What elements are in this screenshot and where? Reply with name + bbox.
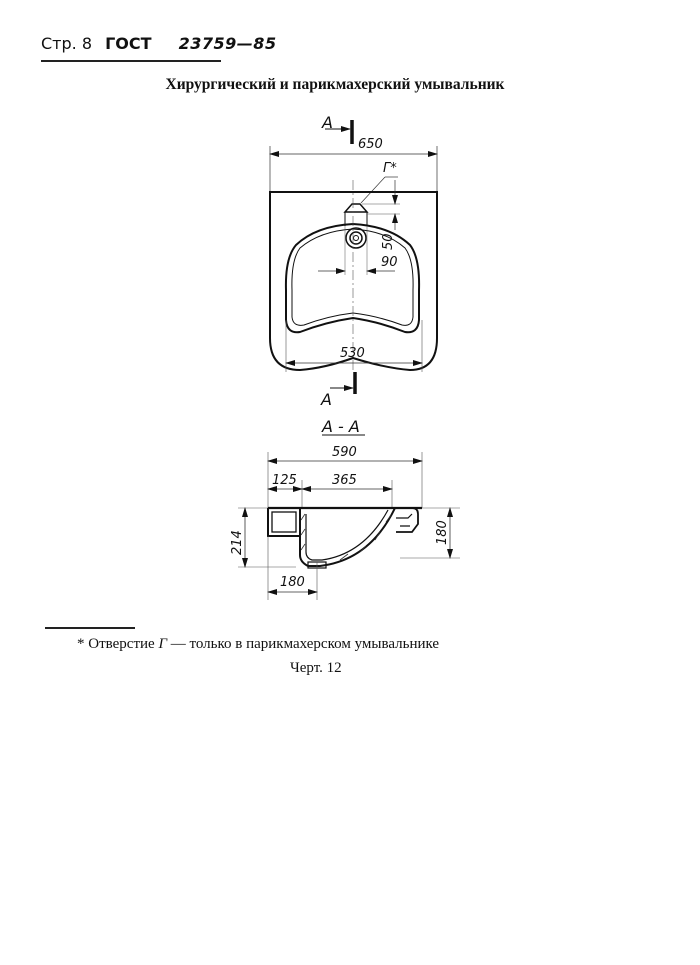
footnote: [77, 636, 439, 653]
dimension-530: [286, 320, 422, 372]
dimension-180-right: [435, 508, 450, 558]
dim-bowl-width: 530: [340, 346, 365, 361]
page-number: Стр. 8: [41, 34, 92, 53]
dimension-125-365: [268, 473, 392, 508]
dimension-650: [270, 137, 437, 192]
footnote-rule: [45, 627, 135, 629]
dim-total-height: 214: [230, 530, 245, 555]
hole-label: Г*: [383, 161, 397, 176]
dim-back-ledge: 125: [272, 473, 297, 488]
section-letter-top: А: [322, 113, 333, 132]
footnote-symbol: Г: [158, 636, 167, 652]
section-marker-bottom: [320, 372, 355, 409]
dimension-50: [362, 180, 400, 250]
dim-front-height: 180: [435, 520, 450, 545]
section-label: А - А: [322, 417, 360, 436]
section-letter-bottom: А: [321, 390, 332, 409]
dimension-214: [230, 508, 245, 567]
dim-hole-offset: 50: [381, 233, 396, 250]
dim-overall-depth: 590: [332, 445, 357, 460]
section-marker-top: [321, 113, 352, 144]
dim-overall-width: 650: [358, 137, 383, 152]
footnote-text-after: — только в парикмахерском умывальнике: [170, 636, 440, 652]
dim-bowl-depth: 365: [332, 473, 357, 488]
standard-label: ГОСТ: [105, 34, 152, 53]
dim-tap-width: 90: [381, 255, 398, 270]
standard-number: 23759—85: [178, 34, 277, 53]
figure-caption: Черт. 12: [290, 660, 342, 676]
drawing-title-text: Хирургический и парикмахерский умывальник: [165, 76, 505, 93]
footnote-asterisk: *: [77, 636, 85, 652]
footnote-text-before: Отверстие: [88, 636, 155, 652]
section-view: [230, 417, 460, 600]
plan-view: [270, 113, 437, 409]
dim-drain-offset: 180: [280, 575, 305, 590]
